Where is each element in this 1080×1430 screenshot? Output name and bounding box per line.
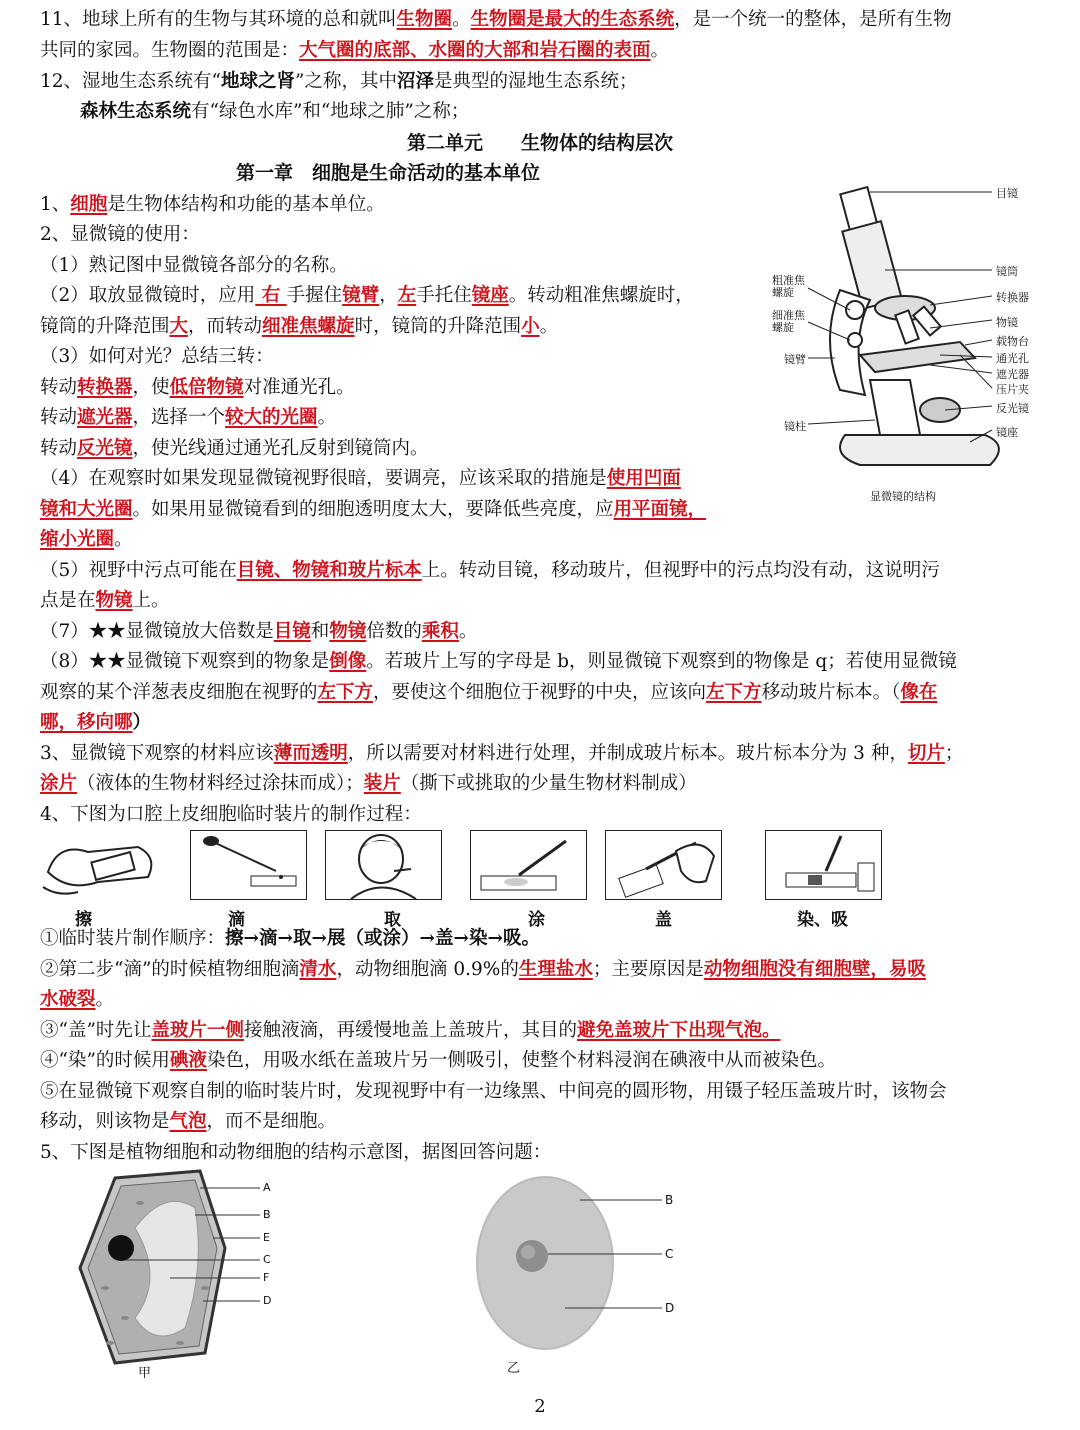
item-2-5-line-1: （5）视野中污点可能在目镜、物镜和玻片标本上。转动目镜，移动玻片，但视野中的污点均没有动，这说明污 bbox=[40, 560, 940, 581]
label-clip: 压片夹 bbox=[996, 383, 1029, 396]
plant-label: A bbox=[263, 1181, 271, 1194]
statement-5-line-2: 移动，则该物是气泡，而不是细胞。 bbox=[40, 1111, 337, 1132]
item-2-2-line-1: （2）取放显微镜时，应用 右 手握住镜臂，左手托住镜座。转动粗准焦螺旋时， bbox=[40, 285, 694, 306]
step-label: 涂 bbox=[528, 910, 545, 930]
item-2-2-line-2: 镜筒的升降范围大，而转动细准焦螺旋时，镜筒的升降范围小。 bbox=[40, 316, 559, 337]
animal-label: C bbox=[665, 1247, 674, 1261]
label-pillar: 镜柱 bbox=[784, 420, 806, 433]
label-fine-focus: 细准焦螺旋 bbox=[772, 309, 805, 334]
animal-cell-caption: 乙 bbox=[507, 1361, 521, 1376]
label-mirror: 反光镜 bbox=[996, 402, 1029, 415]
label-base: 镜座 bbox=[996, 426, 1018, 439]
animal-cell-drawing bbox=[470, 1168, 710, 1378]
step-label: 滴 bbox=[228, 910, 245, 930]
item-11-line-2: 共同的家园。生物圈的范围是：大气圈的底部、水圈的大部和岩石圈的表面。 bbox=[40, 40, 670, 61]
plant-label: D bbox=[263, 1294, 272, 1307]
step-stain-image bbox=[765, 830, 882, 900]
turn-2: 转动遮光器，选择一个较大的光圈。 bbox=[40, 407, 337, 428]
statement-2-line-1: ②第二步“滴”的时候植物细胞滴清水，动物细胞滴 0.9%的生理盐水；主要原因是动物细胞没有细胞壁，易吸 bbox=[40, 959, 926, 980]
plant-cell-drawing bbox=[75, 1168, 295, 1378]
turn-3: 转动反光镜，使光线通过通光孔反射到镜筒内。 bbox=[40, 438, 429, 459]
dropper-illustration bbox=[191, 831, 306, 899]
plant-label: F bbox=[263, 1271, 270, 1284]
label-coarse-focus: 粗准焦螺旋 bbox=[772, 274, 805, 299]
item-3-line-2: 涂片（液体的生物材料经过涂抹而成）；装片（撕下或挑取的少量生物材料制成） bbox=[40, 773, 697, 794]
item-2-8-line-1: （8）★★显微镜下观察到的物象是倒像。若玻片上写的字母是 b，则显微镜下观察到的物像是 q；若使用显微镜 bbox=[40, 651, 957, 672]
step-drop-image bbox=[190, 830, 307, 900]
label-tube: 镜筒 bbox=[996, 265, 1018, 278]
plant-label: E bbox=[263, 1231, 270, 1244]
animal-cell-diagram bbox=[470, 1168, 710, 1378]
step-label: 取 bbox=[384, 910, 401, 930]
item-2-3: （3）如何对光？总结三转： bbox=[40, 346, 274, 367]
step-spread-image bbox=[470, 830, 587, 900]
plant-cell-caption: 甲 bbox=[138, 1366, 152, 1381]
child-illustration bbox=[326, 831, 441, 899]
label-stage: 载物台 bbox=[996, 335, 1029, 348]
unit-heading: 第二单元 生物体的结构层次 bbox=[406, 132, 673, 154]
item-2-8-line-3: 哪，移向哪） bbox=[40, 712, 152, 733]
statement-5-line-1: ⑤在显微镜下观察自制的临时装片时，发现视野中有一边缘黑、中间亮的圆形物，用镊子轻压盖玻片时，该物会 bbox=[40, 1081, 947, 1102]
plant-label: B bbox=[263, 1208, 271, 1221]
item-2-4-line-1: （4）在观察时如果发现显微镜视野很暗，要调亮，应该采取的措施是使用凹面 bbox=[40, 468, 681, 489]
wipe-illustration bbox=[38, 832, 166, 902]
item-1: 1、细胞是生物体结构和功能的基本单位。 bbox=[40, 194, 385, 215]
item-2-8-line-2: 观察的某个洋葱表皮细胞在视野的左下方，要使这个细胞位于视野的中央，应该向左下方移动玻片标本。（像在 bbox=[40, 682, 938, 703]
label-arm: 镜臂 bbox=[784, 353, 806, 366]
item-2-7: （7）★★显微镜放大倍数是目镜和物镜倍数的乘积。 bbox=[40, 621, 478, 642]
label-nosepiece: 转换器 bbox=[996, 291, 1029, 304]
plant-label: C bbox=[263, 1253, 271, 1266]
statement-1: ①临时装片制作顺序：擦→滴→取→展（或涂）→盖→染→吸。 bbox=[40, 928, 541, 949]
item-12-line-2: 森林生态系统有“绿色水库”和“地球之肺”之称； bbox=[80, 101, 470, 122]
animal-label: D bbox=[665, 1301, 675, 1315]
item-5: 5、下图是植物细胞和动物细胞的结构示意图，据图回答问题： bbox=[40, 1142, 552, 1163]
statement-3: ③“盖”时先让盖玻片一侧接触液滴，再缓慢地盖上盖玻片，其目的避免盖玻片下出现气泡。 bbox=[40, 1020, 781, 1041]
label-eyepiece: 目镜 bbox=[996, 187, 1018, 200]
plant-cell-diagram bbox=[75, 1168, 295, 1381]
item-11-line-1: 11、地球上所有的生物与其环境的总和就叫生物圈。生物圈是最大的生态系统，是一个统一的整体，是所有生物 bbox=[40, 9, 952, 30]
label-diaphragm: 遮光器 bbox=[996, 368, 1029, 381]
step-cover-image bbox=[605, 830, 722, 900]
statement-2-line-2: 水破裂。 bbox=[40, 989, 115, 1010]
chapter-heading: 第一章 细胞是生命活动的基本单位 bbox=[236, 162, 541, 184]
step-label: 染、吸 bbox=[797, 910, 848, 930]
microscope-diagram bbox=[770, 180, 1050, 510]
label-objective: 物镜 bbox=[996, 316, 1018, 329]
item-4: 4、下图为口腔上皮细胞临时装片的制作过程： bbox=[40, 804, 422, 825]
item-2-1: （1）熟记图中显微镜各部分的名称。 bbox=[40, 255, 348, 276]
step-label: 擦 bbox=[75, 910, 92, 930]
step-label: 盖 bbox=[655, 910, 672, 930]
item-2-5-line-2: 点是在物镜上。 bbox=[40, 590, 170, 611]
cover-illustration bbox=[606, 831, 721, 899]
turn-1: 转动转换器，使低倍物镜对准通光孔。 bbox=[40, 377, 355, 398]
spread-illustration bbox=[471, 831, 586, 899]
step-take-image bbox=[325, 830, 442, 900]
page-number: 2 bbox=[534, 1396, 546, 1417]
item-2-4-line-2: 镜和大光圈。如果用显微镜看到的细胞透明度太大，要降低些亮度，应用平面镜， bbox=[40, 499, 707, 520]
label-aperture: 通光孔 bbox=[996, 352, 1029, 365]
item-2: 2、显微镜的使用： bbox=[40, 224, 200, 245]
stain-illustration bbox=[766, 831, 881, 899]
item-12-line-1: 12、湿地生态系统有“地球之肾”之称，其中沼泽是典型的湿地生态系统； bbox=[40, 71, 638, 92]
item-3-line-1: 3、显微镜下观察的材料应该薄而透明，所以需要对材料进行处理，并制成玻片标本。玻片标本分为 3 种，切片； bbox=[40, 743, 964, 764]
microscope-caption: 显微镜的结构 bbox=[870, 490, 936, 503]
statement-4: ④“染”的时候用碘液染色，用吸水纸在盖玻片另一侧吸引，使整个材料浸润在碘液中从而被染色。 bbox=[40, 1050, 836, 1071]
animal-label: B bbox=[665, 1193, 674, 1207]
item-2-4-line-3: 缩小光圈。 bbox=[40, 529, 133, 550]
